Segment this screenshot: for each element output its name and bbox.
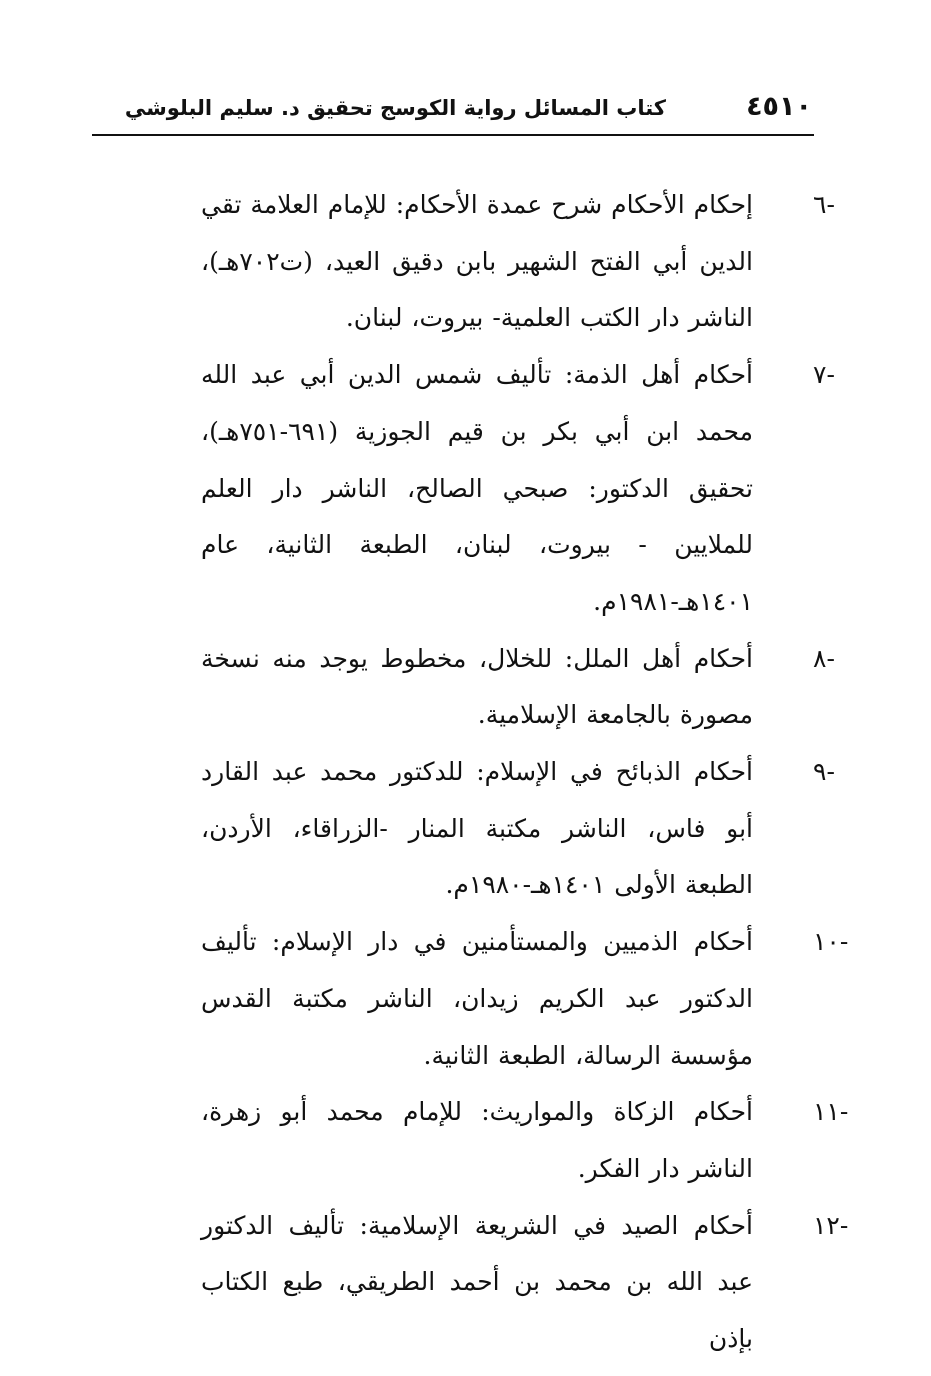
bibliography-entry-12 bbox=[201, 1198, 849, 1368]
entry-number: ٩- bbox=[813, 757, 835, 787]
entry-number: ٦- bbox=[813, 190, 835, 219]
entry-text: أحكام الذبائح في الإسلام: للدكتور محمد عبد القارد أبو فاس، الناشر مكتبة المنار -الزراقاء، الأردن، الطبعة الأولى ١٤٠١هـ-١٩٨٠م. bbox=[201, 757, 753, 900]
bibliography-entry-10 bbox=[201, 914, 849, 1084]
bibliography-list bbox=[201, 177, 849, 1368]
entry-text: أحكام أهل الملل: للخلال، مخطوط يوجد منه نسخة مصورة بالجامعة الإسلامية. bbox=[201, 643, 753, 730]
entry-text: أحكام الذميين والمستأمنين في دار الإسلام: تأليف الدكتور عبد الكريم زيدان، الناشر مكتبة القدس مؤسسة الرسالة، الطبعة الثانية. bbox=[201, 927, 753, 1070]
bibliography-entry-11 bbox=[201, 1084, 849, 1197]
bibliography-entry-6 bbox=[201, 177, 835, 347]
entry-number: ١١- bbox=[813, 1097, 849, 1127]
entry-number: ٨- bbox=[813, 643, 835, 673]
bibliography-entry-8 bbox=[201, 631, 835, 744]
bibliography-entry-9 bbox=[201, 744, 835, 914]
entry-number: ١٠- bbox=[813, 927, 849, 957]
page-number: ٤٥١٠ bbox=[746, 91, 812, 122]
entry-text: أحكام الزكاة والمواريث: للإمام محمد أبو زهرة، الناشر دار الفكر. bbox=[201, 1097, 753, 1183]
header-rule bbox=[92, 134, 814, 136]
bibliography-entry-7 bbox=[201, 347, 835, 631]
entry-text: أحكام أهل الذمة: تأليف شمس الدين أبي عبد الله محمد ابن أبي بكر بن قيم الجوزية (٦٩١-٧٥١هـ)، تحقيق الدكتور: صبحي الصالح، الناشر دار العلم للملايين - بيروت، لبنان، الطبعة الثانية، عام ١٤٠١هـ-١٩٨١م. bbox=[201, 360, 753, 616]
running-title: كتاب المسائل رواية الكوسج تحقيق د. سليم البلوشي bbox=[124, 96, 666, 120]
entry-number: ١٢- bbox=[813, 1210, 849, 1240]
entry-text: أحكام الصيد في الشريعة الإسلامية: تأليف الدكتور عبد الله بن محمد بن أحمد الطريقي، طبع الكتاب بإذن bbox=[201, 1210, 753, 1354]
page-header bbox=[92, 88, 814, 134]
entry-text: إحكام الأحكام شرح عمدة الأحكام: للإمام العلامة تقي الدين أبي الفتح الشهير بابن دقيق العيد، (ت٧٠٢هـ)، الناشر دار الكتب العلمية- بيروت، لبنان. bbox=[201, 190, 753, 333]
entry-number: ٧- bbox=[813, 360, 835, 390]
